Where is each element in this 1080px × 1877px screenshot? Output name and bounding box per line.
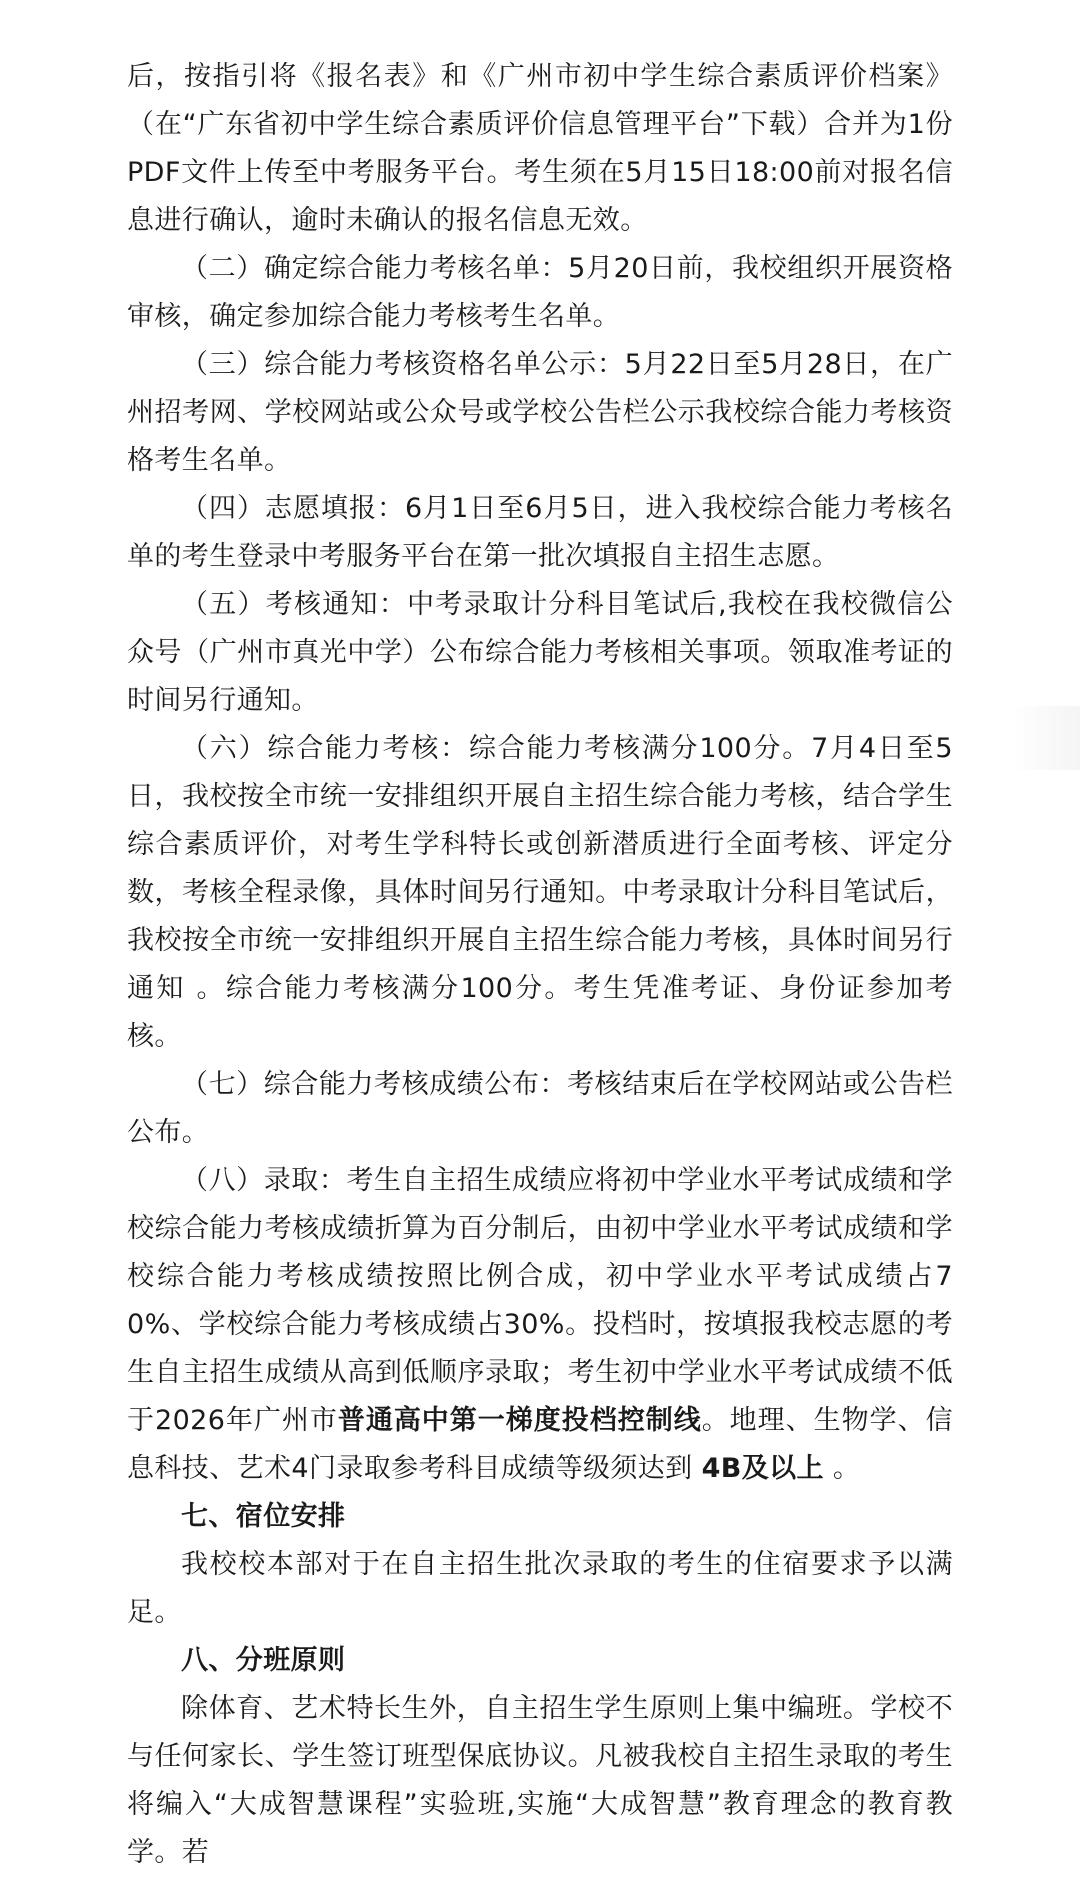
section-heading-class-placement: 八、分班原则 — [181, 1645, 346, 1676]
paragraph-class-placement: 除体育、艺术特长生外，自主招生学生原则上集中编班。学校不与任何家长、学生签订班型保底协议。凡被我校自主招生录取的考生将编入“大成智慧课程”实验班,实施“大成智慧”教育理念的教育教学。若 — [127, 1693, 953, 1868]
document-body — [127, 53, 953, 1877]
paragraph-step-7: （七）综合能力考核成绩公布：考核结束后在学校网站或公告栏公布。 — [127, 1069, 953, 1148]
section-heading-dormitory: 七、宿位安排 — [181, 1501, 346, 1532]
paragraph-step-6: （六）综合能力考核：综合能力考核满分100分。7月4日至5日，我校按全市统一安排组织开展自主招生综合能力考核，结合学生综合素质评价，对考生学科特长或创新潜质进行全面考核、评定分数，考核全程录像，具体时间另行通知。中考录取计分科目笔试后，我校按全市统一安排组织开展自主招生综合能力考核，具体时间另行通知 。综合能力考核满分100分。考生凭准考证、身份证参加考核。 — [127, 733, 953, 1052]
admission-text-b: 。地理、生物学、信息科技、艺术4门录取参考科目成绩等级须达到 — [127, 1405, 953, 1484]
paragraph-step-8 — [127, 1157, 953, 1493]
paragraph-dormitory: 我校校本部对于在自主招生批次录取的考生的住宿要求予以满足。 — [127, 1549, 953, 1628]
paragraph-step-5: （五）考核通知：中考录取计分科目笔试后,我校在我校微信公众号（广州市真光中学）公布综合能力考核相关事项。领取准考证的时间另行通知。 — [127, 589, 953, 716]
page-edge-shadow — [1012, 706, 1080, 770]
paragraph-step-4: （四）志愿填报：6月1日至6月5日，进入我校综合能力考核名单的考生登录中考服务平台在第一批次填报自主招生志愿。 — [127, 493, 953, 572]
paragraph-step-3: （三）综合能力考核资格名单公示：5月22日至5月28日，在广州招考网、学校网站或公众号或学校公告栏公示我校综合能力考核资格考生名单。 — [127, 349, 953, 476]
paragraph-step-2: （二）确定综合能力考核名单：5月20日前，我校组织开展资格审核，确定参加综合能力考核考生名单。 — [127, 253, 953, 332]
admission-text-a: （八）录取：考生自主招生成绩应将初中学业水平考试成绩和学校综合能力考核成绩折算为百分制后，由初中学业水平考试成绩和学校综合能力考核成绩按照比例合成，初中学业水平考试成绩占70%、学校综合能力考核成绩占30%。投档时，按填报我校志愿的考生自主招生成绩从高到低顺序录取；考生初中学业水平考试成绩不低于2026年广州市 — [127, 1165, 953, 1436]
paragraph-registration-upload: 后，按指引将《报名表》和《广州市初中学生综合素质评价档案》（在“广东省初中学生综合素质评价信息管理平台”下载）合并为1份PDF文件上传至中考服务平台。考生须在5月15日18:00前对报名信息进行确认，逾时未确认的报名信息无效。 — [127, 61, 953, 236]
admission-text-c: 。 — [823, 1453, 861, 1484]
admission-bold-control-line: 普通高中第一梯度投档控制线 — [337, 1405, 702, 1436]
admission-bold-grade: 4B及以上 — [701, 1453, 824, 1484]
